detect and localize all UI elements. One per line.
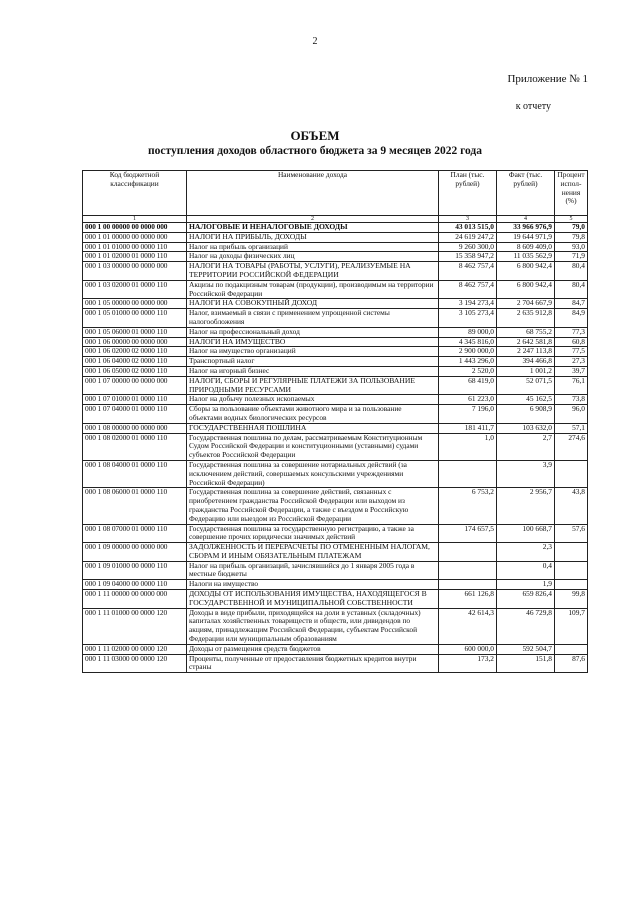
- row-plan: 43 013 515,0: [439, 223, 497, 233]
- row-name: Налог, взимаемый в связи с применением упрощенной системы налогообложения: [187, 309, 439, 328]
- row-fact: 394 466,8: [497, 357, 555, 367]
- to-report-label: к отчету: [515, 101, 551, 112]
- table-row: [83, 405, 588, 424]
- row-name: ЗАДОЛЖЕННОСТЬ И ПЕРЕРАСЧЕТЫ ПО ОТМЕНЕННЫМ НАЛОГАМ, СБОРАМ И ИНЫМ ОБЯЗАТЕЛЬНЫМ ПЛАТЕЖАМ: [187, 543, 439, 562]
- row-name: Транспортный налог: [187, 357, 439, 367]
- row-percent: 73,8: [555, 395, 588, 405]
- row-percent: 57,1: [555, 423, 588, 433]
- row-code: 000 1 11 00000 00 0000 000: [83, 590, 187, 609]
- row-percent: 93,0: [555, 242, 588, 252]
- row-code: 000 1 06 00000 00 0000 000: [83, 337, 187, 347]
- row-name: НАЛОГИ, СБОРЫ И РЕГУЛЯРНЫЕ ПЛАТЕЖИ ЗА ПОЛЬЗОВАНИЕ ПРИРОДНЫМИ РЕСУРСАМИ: [187, 376, 439, 395]
- row-percent: 87,6: [555, 654, 588, 673]
- row-plan: [439, 561, 497, 580]
- table-row: [83, 654, 588, 673]
- row-plan: 24 619 247,2: [439, 232, 497, 242]
- row-name: Проценты, полученные от предоставления бюджетных кредитов внутри страны: [187, 654, 439, 673]
- row-code: 000 1 03 02000 01 0000 110: [83, 280, 187, 299]
- column-number: 4: [497, 216, 555, 223]
- row-plan: [439, 543, 497, 562]
- row-name: Налоги на имущество: [187, 580, 439, 590]
- row-name: Акцизы по подакцизным товарам (продукции), производимым на территории Российской Федерации: [187, 280, 439, 299]
- row-code: 000 1 11 01000 00 0000 120: [83, 608, 187, 644]
- row-fact: 2 956,7: [497, 488, 555, 524]
- row-code: 000 1 03 00000 00 0000 000: [83, 262, 187, 281]
- row-fact: 46 729,8: [497, 608, 555, 644]
- row-percent: 109,7: [555, 608, 588, 644]
- row-fact: 100 668,7: [497, 524, 555, 543]
- row-fact: 103 632,0: [497, 423, 555, 433]
- row-percent: 84,7: [555, 299, 588, 309]
- row-code: 000 1 08 02000 01 0000 110: [83, 433, 187, 460]
- table-row: [83, 357, 588, 367]
- row-code: 000 1 08 06000 01 0000 110: [83, 488, 187, 524]
- row-code: 000 1 07 01000 01 0000 110: [83, 395, 187, 405]
- row-fact: 3,9: [497, 460, 555, 487]
- row-percent: [555, 644, 588, 654]
- page-number: 2: [312, 36, 318, 47]
- row-name: НАЛОГОВЫЕ И НЕНАЛОГОВЫЕ ДОХОДЫ: [187, 223, 439, 233]
- row-code: 000 1 06 04000 02 0000 110: [83, 357, 187, 367]
- row-fact: 592 504,7: [497, 644, 555, 654]
- row-code: 000 1 08 04000 01 0000 110: [83, 460, 187, 487]
- appendix-label: Приложение № 1: [507, 73, 588, 85]
- row-percent: 71,9: [555, 252, 588, 262]
- row-fact: 2 704 667,9: [497, 299, 555, 309]
- row-name: ДОХОДЫ ОТ ИСПОЛЬЗОВАНИЯ ИМУЩЕСТВА, НАХОДЯЩЕГОСЯ В ГОСУДАРСТВЕННОЙ И МУНИЦИПАЛЬНОЙ СОБСТВЕННОСТИ: [187, 590, 439, 609]
- row-plan: 1 443 296,0: [439, 357, 497, 367]
- row-plan: [439, 460, 497, 487]
- row-plan: 8 462 757,4: [439, 262, 497, 281]
- row-name: НАЛОГИ НА ТОВАРЫ (РАБОТЫ, УСЛУГИ), РЕАЛИЗУЕМЫЕ НА ТЕРРИТОРИИ РОССИЙСКОЙ ФЕДЕРАЦИИ: [187, 262, 439, 281]
- row-code: 000 1 05 06000 01 0000 110: [83, 327, 187, 337]
- row-name: НАЛОГИ НА СОВОКУПНЫЙ ДОХОД: [187, 299, 439, 309]
- table-row: [83, 524, 588, 543]
- row-percent: 57,6: [555, 524, 588, 543]
- table-row: [83, 644, 588, 654]
- row-percent: 274,6: [555, 433, 588, 460]
- row-plan: 2 520,0: [439, 366, 497, 376]
- row-fact: 6 908,9: [497, 405, 555, 424]
- table-row: [83, 327, 588, 337]
- row-fact: 68 755,2: [497, 327, 555, 337]
- row-name: Налог на игорный бизнес: [187, 366, 439, 376]
- row-fact: 6 800 942,4: [497, 280, 555, 299]
- row-plan: 2 900 000,0: [439, 347, 497, 357]
- row-fact: 1 001,2: [497, 366, 555, 376]
- row-code: 000 1 08 07000 01 0000 110: [83, 524, 187, 543]
- table-row: [83, 590, 588, 609]
- row-plan: 4 345 816,0: [439, 337, 497, 347]
- row-fact: 1,9: [497, 580, 555, 590]
- table-row: [83, 223, 588, 233]
- header-code: Код бюджетной классификации: [83, 171, 187, 216]
- table-row: [83, 366, 588, 376]
- row-percent: 99,8: [555, 590, 588, 609]
- row-fact: 151,8: [497, 654, 555, 673]
- row-code: 000 1 09 01000 00 0000 110: [83, 561, 187, 580]
- row-plan: 89 000,0: [439, 327, 497, 337]
- row-plan: 15 358 947,2: [439, 252, 497, 262]
- row-fact: 19 644 971,9: [497, 232, 555, 242]
- row-code: 000 1 05 01000 00 0000 110: [83, 309, 187, 328]
- row-plan: 173,2: [439, 654, 497, 673]
- table-row: [83, 608, 588, 644]
- row-fact: 2 247 113,8: [497, 347, 555, 357]
- row-fact: 52 071,5: [497, 376, 555, 395]
- row-plan: 3 194 273,4: [439, 299, 497, 309]
- row-code: 000 1 05 00000 00 0000 000: [83, 299, 187, 309]
- row-fact: 2,7: [497, 433, 555, 460]
- row-name: Налог на добычу полезных ископаемых: [187, 395, 439, 405]
- row-fact: 2 635 912,8: [497, 309, 555, 328]
- row-plan: 42 614,3: [439, 608, 497, 644]
- row-percent: [555, 460, 588, 487]
- column-number: 3: [439, 216, 497, 223]
- row-fact: 0,4: [497, 561, 555, 580]
- row-name: Налог на профессиональный доход: [187, 327, 439, 337]
- row-percent: 39,7: [555, 366, 588, 376]
- table-row: [83, 460, 588, 487]
- row-name: Налог на имущество организаций: [187, 347, 439, 357]
- column-number: 5: [555, 216, 588, 223]
- row-plan: 61 223,0: [439, 395, 497, 405]
- row-plan: 68 419,0: [439, 376, 497, 395]
- row-name: ГОСУДАРСТВЕННАЯ ПОШЛИНА: [187, 423, 439, 433]
- row-percent: [555, 561, 588, 580]
- row-plan: 6 753,2: [439, 488, 497, 524]
- row-percent: 96,0: [555, 405, 588, 424]
- row-code: 000 1 09 00000 00 0000 000: [83, 543, 187, 562]
- row-name: Государственная пошлина за совершение нотариальных действий (за исключением действий, совершаемых консульскими учреждениями Российской Федерации): [187, 460, 439, 487]
- revenue-table: [82, 170, 588, 673]
- row-code: 000 1 08 00000 00 0000 000: [83, 423, 187, 433]
- row-name: Доходы в виде прибыли, приходящейся на доли в уставных (складочных) капиталах хозяйственных товариществ и обществ, или дивидендов по акциям, принадлежащим Российской Федерации, субъектам Российской Федерации или муниципальным образованиям: [187, 608, 439, 644]
- column-number: 1: [83, 216, 187, 223]
- row-name: Сборы за пользование объектами животного мира и за пользование объектами водных биологических ресурсов: [187, 405, 439, 424]
- row-fact: 659 826,4: [497, 590, 555, 609]
- table-row: [83, 232, 588, 242]
- row-name: Налог на доходы физических лиц: [187, 252, 439, 262]
- row-percent: 79,0: [555, 223, 588, 233]
- table-row: [83, 262, 588, 281]
- row-fact: 6 800 942,4: [497, 262, 555, 281]
- table-row: [83, 488, 588, 524]
- row-code: 000 1 07 04000 01 0000 110: [83, 405, 187, 424]
- row-plan: 174 657,5: [439, 524, 497, 543]
- table-row: [83, 433, 588, 460]
- row-code: 000 1 01 00000 00 0000 000: [83, 232, 187, 242]
- row-code: 000 1 09 04000 00 0000 110: [83, 580, 187, 590]
- row-code: 000 1 11 02000 00 0000 120: [83, 644, 187, 654]
- table-header-row: [83, 171, 588, 216]
- row-code: 000 1 11 03000 00 0000 120: [83, 654, 187, 673]
- row-plan: 7 196,0: [439, 405, 497, 424]
- table-row: [83, 309, 588, 328]
- row-fact: 45 162,5: [497, 395, 555, 405]
- row-percent: [555, 543, 588, 562]
- row-name: Доходы от размещения средств бюджетов: [187, 644, 439, 654]
- row-code: 000 1 06 02000 02 0000 110: [83, 347, 187, 357]
- row-percent: 77,3: [555, 327, 588, 337]
- row-name: Государственная пошлина за совершение действий, связанных с приобретением гражданства Российской Федерации или выходом из гражданства Российской Федерации, а также с въездом в Российскую Федерацию или выездом из Российской Федерации: [187, 488, 439, 524]
- row-plan: 181 411,7: [439, 423, 497, 433]
- row-plan: 1,0: [439, 433, 497, 460]
- table-row: [83, 543, 588, 562]
- row-percent: 79,8: [555, 232, 588, 242]
- row-plan: 3 105 273,4: [439, 309, 497, 328]
- row-percent: 80,4: [555, 280, 588, 299]
- row-fact: 8 609 409,0: [497, 242, 555, 252]
- row-name: Государственная пошлина по делам, рассматриваемым Конституционным Судом Российской Федерации и конституционными (уставными) судами субъектов Российской Федерации: [187, 433, 439, 460]
- column-number: 2: [187, 216, 439, 223]
- header-plan: План (тыс. рублей): [439, 171, 497, 216]
- header-percent: Процент испол-нения (%): [555, 171, 588, 216]
- row-code: 000 1 06 05000 02 0000 110: [83, 366, 187, 376]
- table-row: [83, 280, 588, 299]
- row-plan: 9 260 300,0: [439, 242, 497, 252]
- table-row: [83, 376, 588, 395]
- row-code: 000 1 01 02000 01 0000 110: [83, 252, 187, 262]
- row-name: Налог на прибыль организаций, зачислявшийся до 1 января 2005 года в местные бюджеты: [187, 561, 439, 580]
- table-row: [83, 561, 588, 580]
- document-subtitle: поступления доходов областного бюджета за 9 месяцев 2022 года: [147, 145, 483, 157]
- row-fact: 11 035 562,9: [497, 252, 555, 262]
- row-percent: 77,5: [555, 347, 588, 357]
- row-plan: 8 462 757,4: [439, 280, 497, 299]
- row-fact: 2,3: [497, 543, 555, 562]
- row-name: Налог на прибыль организаций: [187, 242, 439, 252]
- header-name: Наименование дохода: [187, 171, 439, 216]
- header-fact: Факт (тыс. рублей): [497, 171, 555, 216]
- row-plan: 661 126,8: [439, 590, 497, 609]
- row-code: 000 1 01 01000 00 0000 110: [83, 242, 187, 252]
- row-percent: 43,8: [555, 488, 588, 524]
- row-code: 000 1 07 00000 00 0000 000: [83, 376, 187, 395]
- row-plan: 600 000,0: [439, 644, 497, 654]
- row-name: НАЛОГИ НА ПРИБЫЛЬ, ДОХОДЫ: [187, 232, 439, 242]
- row-percent: 76,1: [555, 376, 588, 395]
- row-percent: 84,9: [555, 309, 588, 328]
- table-row: [83, 423, 588, 433]
- row-name: Государственная пошлина за государственную регистрацию, а также за совершение прочих юридически значимых действий: [187, 524, 439, 543]
- row-percent: 80,4: [555, 262, 588, 281]
- document-title: ОБЪЕМ: [290, 128, 340, 143]
- row-percent: 27,3: [555, 357, 588, 367]
- row-fact: 33 966 976,9: [497, 223, 555, 233]
- row-name: НАЛОГИ НА ИМУЩЕСТВО: [187, 337, 439, 347]
- row-code: 000 1 00 00000 00 0000 000: [83, 223, 187, 233]
- row-fact: 2 642 581,8: [497, 337, 555, 347]
- row-percent: 60,8: [555, 337, 588, 347]
